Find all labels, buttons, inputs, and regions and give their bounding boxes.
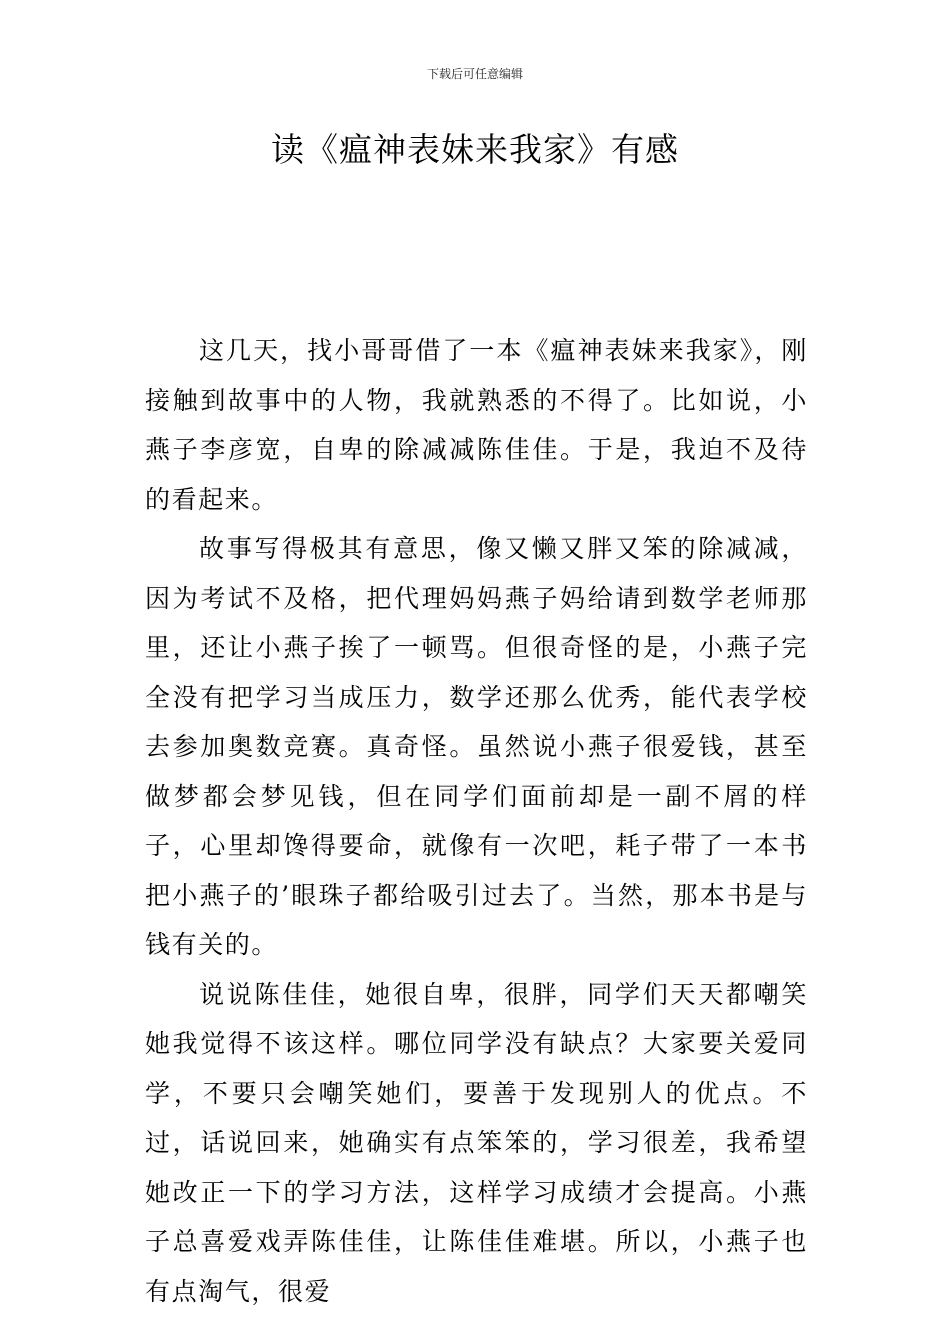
paragraph-3: 说说陈佳佳，她很自卑，很胖，同学们天天都嘲笑她我觉得不该这样。哪位同学没有缺点？大家要关爱同学，不要只会嘲笑她们，要善于发现别人的优点。不过，话说回来，她确实有点笨笨的，学习很差，我希望她改正一下的学习方法，这样学习成绩才会提高。小燕子总喜爱戏弄陈佳佳，让陈佳佳难堪。所以，小燕子也有点淘气，很爱 — [145, 979, 808, 1306]
document-body — [145, 326, 808, 1316]
paragraph-2: 故事写得极其有意思，像又懒又胖又笨的除减减，因为考试不及格，把代理妈妈燕子妈给请到数学老师那里，还让小燕子挨了一顿骂。但很奇怪的是，小燕子完全没有把学习当成压力，数学还那么优秀，能代表学校去参加奥数竞赛。真奇怪。虽然说小燕子很爱钱，甚至做梦都会梦见钱，但在同学们面前却是一副不屑的样子，心里却馋得要命，就像有一次吧，耗子带了一本书把小燕子的’眼珠子都给吸引过去了。当然，那本书是与钱有关的。 — [145, 534, 808, 959]
paragraph-1: 这几天，找小哥哥借了一本《瘟神表妹来我家》，刚接触到故事中的人物，我就熟悉的不得了。比如说，小燕子李彦宽，自卑的除减减陈佳佳。于是，我迫不及待的看起来。 — [145, 336, 808, 514]
header-note: 下载后可任意编辑 — [426, 67, 523, 81]
document-title: 读《瘟神表妹来我家》有感 — [271, 130, 679, 169]
